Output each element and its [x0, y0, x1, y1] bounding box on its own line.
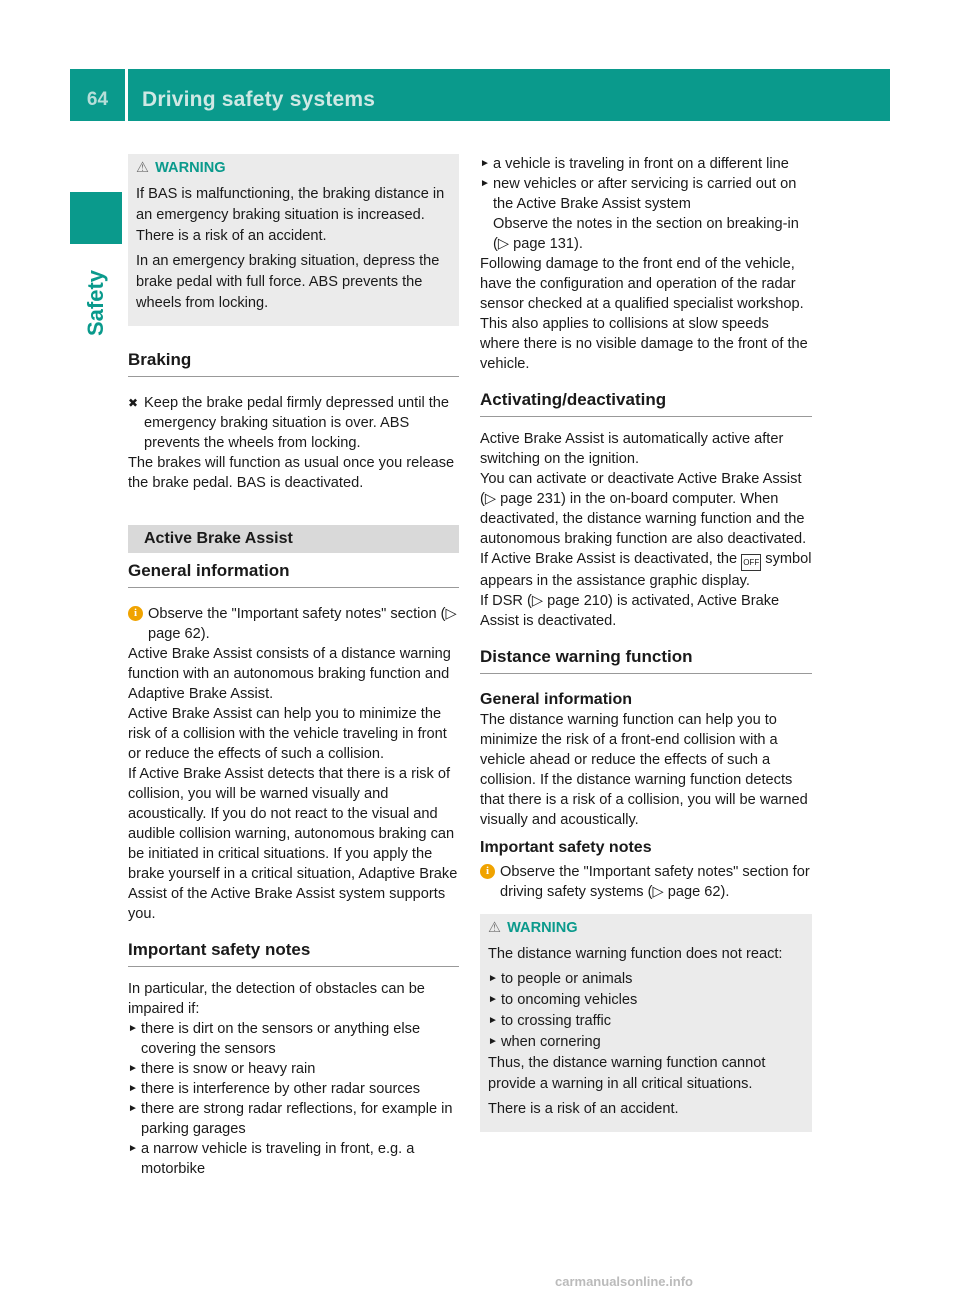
list-item: ► new vehicles or after servicing is carried out on the Active Brake Assist system: [480, 176, 797, 212]
info-icon: i: [480, 864, 495, 879]
paragraph: If Active Brake Assist detects that there is a risk of collision, you will be warned visually and acoustically. If you do not react to the visual and audible collision warning, autonomous braking can be initiated in critical situations. If you apply the brake yourself in a critical situation, Adaptive Brake Assist of the Active Brake Assist system supports you.: [128, 766, 458, 922]
warning-text: If BAS is malfunctioning, the braking distance in an emergency braking situation is increased. There is a risk of an accident.: [136, 186, 445, 244]
heading-activating-deactivating: Activating/deactivating: [480, 390, 812, 417]
heading-braking: Braking: [128, 350, 459, 377]
paragraph: The brakes will function as usual once you release the brake pedal. BAS is deactivated.: [128, 455, 455, 491]
aba-off-symbol-icon: OFF: [741, 554, 761, 571]
paragraph: If DSR (▷ page 210) is activated, Active Brake Assist is deactivated.: [480, 593, 780, 629]
section-tab-marker: [70, 192, 122, 244]
sub-note: Observe the notes in the section on breaking-in (▷ page 131).: [493, 216, 799, 252]
header-divider: [125, 69, 128, 121]
warning-title: ⚠ WARNING: [488, 920, 578, 936]
list-item: ► to oncoming vehicles: [488, 992, 638, 1008]
heading-important-safety-notes: Important safety notes: [480, 839, 652, 856]
list-item: ► there is snow or heavy rain: [128, 1061, 316, 1077]
chapter-title: Driving safety systems: [142, 88, 376, 111]
list-item: ► there is interference by other radar sources: [128, 1081, 421, 1097]
warning-text: The distance warning function does not react:: [488, 946, 783, 962]
section-tab-label: Safety: [83, 269, 108, 337]
list-item: ► a vehicle is traveling in front on a different line: [480, 156, 789, 172]
warning-box-distance: [480, 914, 812, 1132]
heading-general-information: General information: [128, 561, 459, 588]
heading-distance-warning-function: Distance warning function: [480, 647, 812, 674]
info-icon: i: [128, 606, 143, 621]
warning-box-bas: [128, 154, 459, 326]
footer-watermark: carmanualsonline.info: [555, 1274, 693, 1289]
paragraph: Active Brake Assist is automatically active after switching on the ignition.: [480, 431, 784, 467]
warning-text: In an emergency braking situation, depress the brake pedal with full force. ABS prevents the wheels from locking.: [136, 253, 440, 311]
page-number: 64: [86, 89, 109, 110]
list-item: ► a narrow vehicle is traveling in front, e.g. a motorbike: [128, 1141, 415, 1177]
list-item: ► there are strong radar reflections, for example in parking garages: [128, 1101, 453, 1137]
list-item: ► to crossing traffic: [488, 1013, 612, 1029]
section-title-aba: Active Brake Assist: [128, 525, 459, 553]
heading-general-information: General information: [480, 691, 633, 708]
info-note: i Observe the "Important safety notes" section (▷ page 62).: [128, 604, 459, 644]
warning-text: Thus, the distance warning function cannot provide a warning in all critical situations.: [488, 1055, 766, 1092]
bullet-list: [128, 1019, 459, 1179]
paragraph: If Active Brake Assist is deactivated, the OFF symbol appears in the assistance graphic display.: [480, 551, 812, 589]
info-note: i Observe the "Important safety notes" section for driving safety systems (▷ page 62).: [480, 862, 812, 902]
paragraph: In particular, the detection of obstacles can be impaired if:: [128, 981, 425, 1017]
paragraph: You can activate or deactivate Active Brake Assist (▷ page 231) in the on-board computer. When deactivated, the distance warning function and the autonomous braking function are also deactivated.: [480, 471, 807, 547]
paragraph: The distance warning function can help you to minimize the risk of a front-end collision with a vehicle ahead or reduce the effects of such a collision. If the distance warning function detects that there is a risk of a collision, you will be warned visually and acoustically.: [480, 712, 808, 828]
warning-title: ⚠ WARNING: [136, 160, 226, 176]
warning-triangle-icon: ⚠: [136, 160, 150, 176]
paragraph: Following damage to the front end of the vehicle, have the configuration and operation of the radar sensor checked at a qualified specialist workshop. This also applies to collisions at slow speeds where there is no visible damage to the front of the vehicle.: [480, 256, 808, 372]
left-column: [128, 154, 459, 1179]
list-item: ► there is dirt on the sensors or anything else covering the sensors: [128, 1021, 421, 1057]
list-item: ► when cornering: [488, 1034, 601, 1050]
heading-important-safety-notes: Important safety notes: [128, 940, 459, 967]
paragraph: Active Brake Assist consists of a distance warning function with an autonomous braking function and Adaptive Brake Assist.: [128, 646, 451, 702]
warning-text: There is a risk of an accident.: [488, 1101, 679, 1117]
list-item: ► to people or animals: [488, 971, 633, 987]
instruction-step: ✖ Keep the brake pedal firmly depressed until the emergency braking situation is over. ABS prevents the wheels from locking.: [128, 395, 450, 451]
paragraph: Active Brake Assist can help you to minimize the risk of a collision with the vehicle traveling in front or reduce the effects of such a collision.: [128, 706, 447, 762]
right-column: [480, 154, 812, 1132]
warning-triangle-icon: ⚠: [488, 920, 502, 936]
arrow-right-icon: ✖: [128, 396, 139, 410]
